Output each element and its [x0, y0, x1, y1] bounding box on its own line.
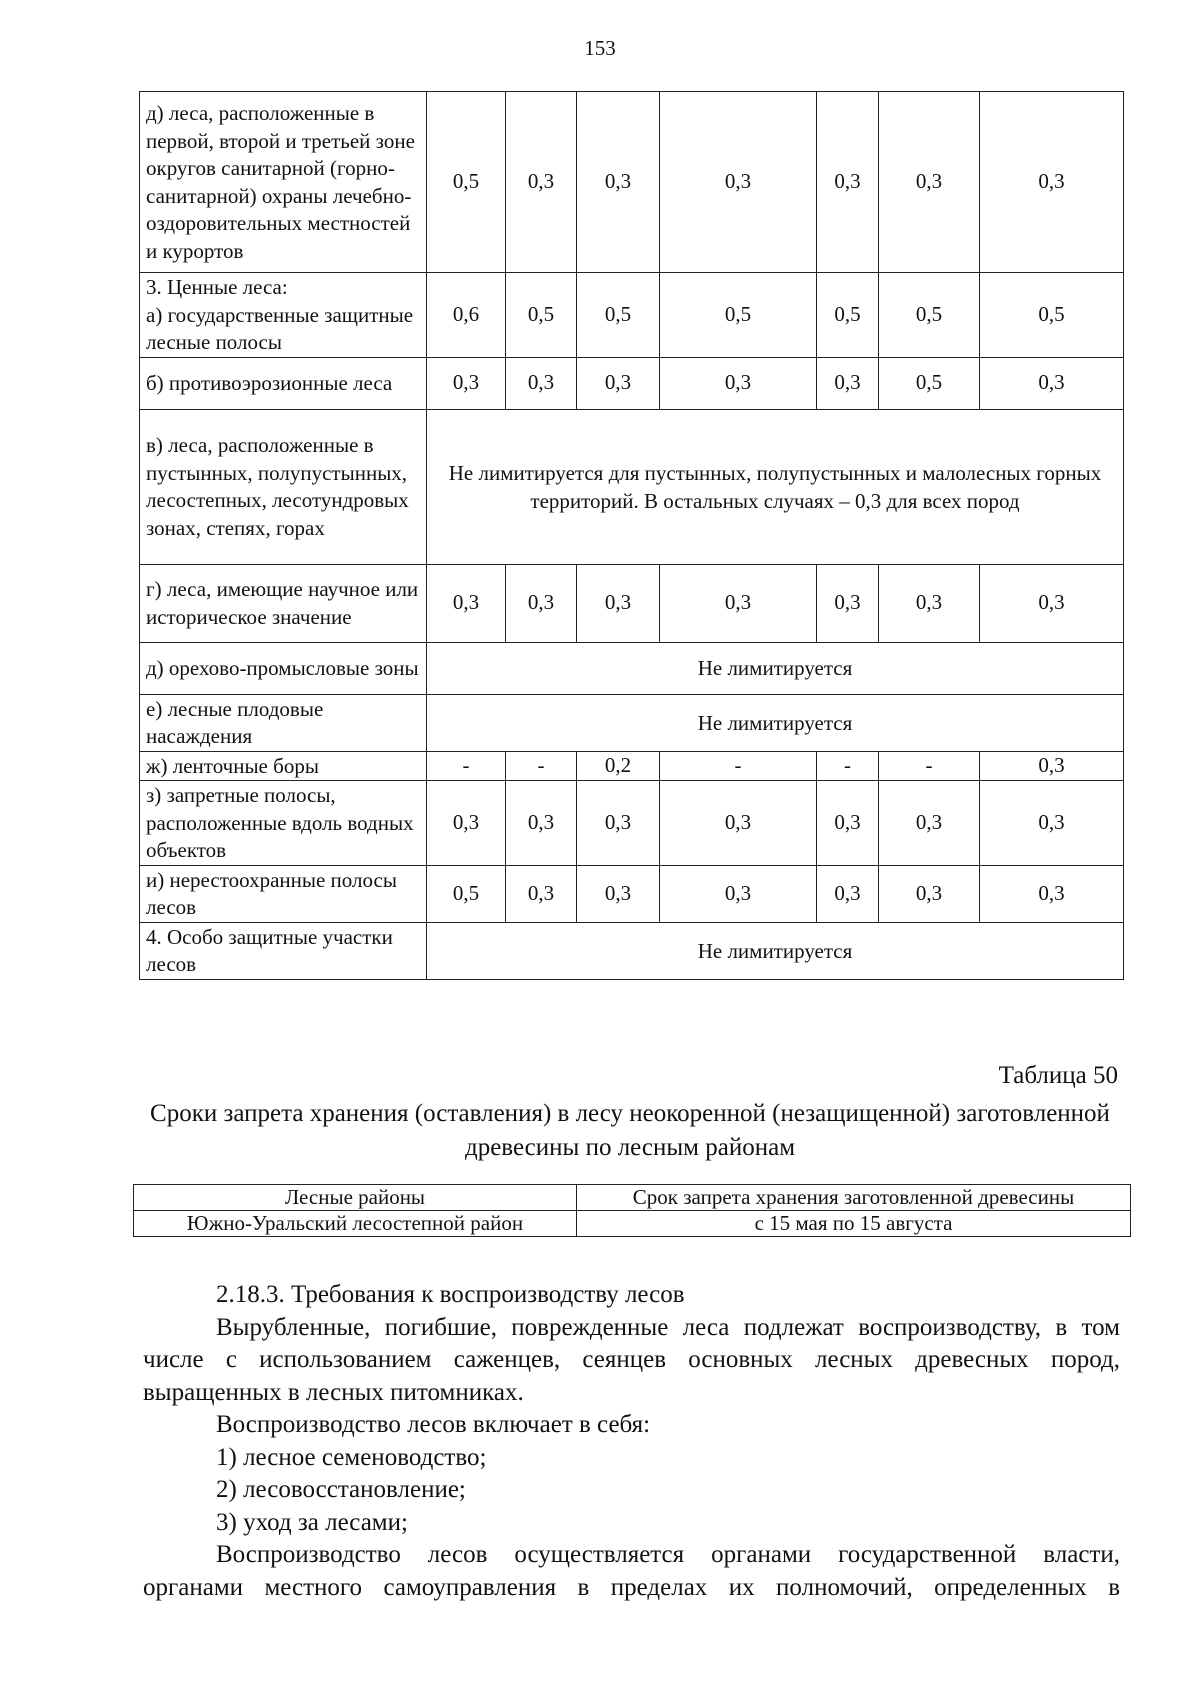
value-cell: 0,3	[980, 564, 1124, 642]
list-item: 2) лесовосстановление;	[216, 1476, 466, 1503]
table-50-title: Сроки запрета хранения (оставления) в лесу неокоренной (незащищенной) заготовленной древесины по лесным районам	[150, 1100, 1110, 1161]
ban-term-cell: с 15 мая по 15 августа	[577, 1211, 1131, 1237]
table-row	[140, 357, 1124, 409]
value-cell: -	[427, 751, 506, 781]
table-row	[140, 751, 1124, 781]
table-row	[140, 642, 1124, 694]
row-label: в) леса, расположенные в пустынных, полупустынных, лесостепных, лесотундровых зонах, степях, горах	[140, 409, 427, 564]
value-cell: 0,3	[879, 92, 980, 273]
table-50-caption: Таблица 50	[998, 1062, 1118, 1089]
table-row	[140, 92, 1124, 273]
value-cell: 0,3	[817, 781, 879, 866]
table-row	[140, 273, 1124, 358]
row-label: д) орехово-промысловые зоны	[140, 642, 427, 694]
value-cell: -	[879, 751, 980, 781]
value-cell: 0,3	[980, 357, 1124, 409]
value-cell: 0,3	[879, 865, 980, 922]
table-row	[140, 865, 1124, 922]
merged-value-cell: Не лимитируется	[427, 642, 1124, 694]
felling-norms-table	[139, 91, 1124, 980]
page-number: 153	[584, 36, 616, 60]
value-cell: 0,3	[577, 865, 660, 922]
value-cell: 0,2	[577, 751, 660, 781]
value-cell: 0,3	[817, 564, 879, 642]
column-header-ban-term: Срок запрета хранения заготовленной древесины	[577, 1185, 1131, 1211]
row-label: 3. Ценные леса: а) государственные защитные лесные полосы	[140, 273, 427, 358]
value-cell: 0,5	[506, 273, 577, 358]
section-text	[143, 1279, 1120, 1604]
row-label: д) леса, расположенные в первой, второй и третьей зоне округов санитарной (горно-санитарной) охраны лечебно-оздоровительных местностей и курортов	[140, 92, 427, 273]
value-cell: 0,3	[577, 781, 660, 866]
table-row	[140, 781, 1124, 866]
value-cell: 0,3	[980, 865, 1124, 922]
value-cell: 0,3	[879, 781, 980, 866]
region-cell: Южно-Уральский лесостепной район	[134, 1211, 577, 1237]
value-cell: 0,3	[817, 92, 879, 273]
section-heading: 2.18.3. Требования к воспроизводству лесов	[216, 1281, 685, 1308]
value-cell: 0,3	[577, 92, 660, 273]
row-label: 4. Особо защитные участки лесов	[140, 922, 427, 979]
paragraph: Воспроизводство лесов включает в себя:	[216, 1411, 651, 1438]
storage-ban-table	[133, 1184, 1131, 1237]
value-cell: 0,3	[817, 357, 879, 409]
value-cell: 0,3	[660, 781, 817, 866]
row-label: и) нерестоохранные полосы лесов	[140, 865, 427, 922]
row-label: з) запретные полосы, расположенные вдоль водных объектов	[140, 781, 427, 866]
value-cell: 0,3	[980, 92, 1124, 273]
list-item: 3) уход за лесами;	[216, 1508, 408, 1536]
paragraph: Воспроизводство лесов осуществляется органами государственной власти, органами местного самоуправления в пределах их полномочий, определенных в	[143, 1541, 1120, 1601]
merged-value-cell: Не лимитируется	[427, 694, 1124, 751]
value-cell: -	[817, 751, 879, 781]
merged-value-cell: Не лимитируется	[427, 922, 1124, 979]
value-cell: 0,3	[427, 564, 506, 642]
row-label: б) противоэрозионные леса	[140, 357, 427, 409]
row-label: ж) ленточные боры	[140, 751, 427, 781]
value-cell: 0,3	[660, 92, 817, 273]
value-cell: 0,5	[980, 273, 1124, 358]
row-label: г) леса, имеющие научное или историческое значение	[140, 564, 427, 642]
value-cell: 0,3	[660, 357, 817, 409]
value-cell: 0,5	[817, 273, 879, 358]
table-row	[140, 922, 1124, 979]
value-cell: 0,3	[577, 357, 660, 409]
table-row	[140, 564, 1124, 642]
value-cell: -	[506, 751, 577, 781]
list-item: 1) лесное семеноводство;	[216, 1443, 487, 1471]
table-row	[134, 1211, 1131, 1237]
value-cell: 0,5	[427, 865, 506, 922]
table-row	[140, 409, 1124, 564]
value-cell: 0,6	[427, 273, 506, 358]
value-cell: 0,5	[427, 92, 506, 273]
column-header-regions: Лесные районы	[134, 1185, 577, 1211]
table-row	[140, 694, 1124, 751]
value-cell: 0,3	[980, 781, 1124, 866]
value-cell: 0,5	[577, 273, 660, 358]
value-cell: 0,5	[879, 357, 980, 409]
value-cell: 0,3	[506, 865, 577, 922]
value-cell: -	[660, 751, 817, 781]
value-cell: 0,3	[427, 781, 506, 866]
paragraph: Вырубленные, погибшие, поврежденные леса подлежат воспроизводству, в том числе с использованием саженцев, сеянцев основных лесных древесных пород, выращенных в лесных питомниках.	[143, 1313, 1120, 1406]
value-cell: 0,3	[506, 564, 577, 642]
value-cell: 0,3	[660, 865, 817, 922]
value-cell: 0,3	[506, 357, 577, 409]
value-cell: 0,3	[577, 564, 660, 642]
merged-value-cell: Не лимитируется для пустынных, полупустынных и малолесных горных территорий. В остальных случаях – 0,3 для всех пород	[427, 409, 1124, 564]
value-cell: 0,5	[879, 273, 980, 358]
value-cell: 0,3	[506, 92, 577, 273]
value-cell: 0,5	[660, 273, 817, 358]
value-cell: 0,3	[879, 564, 980, 642]
value-cell: 0,3	[506, 781, 577, 866]
value-cell: 0,3	[980, 751, 1124, 781]
value-cell: 0,3	[427, 357, 506, 409]
table-header-row	[134, 1185, 1131, 1211]
row-label: е) лесные плодовые насаждения	[140, 694, 427, 751]
value-cell: 0,3	[817, 865, 879, 922]
value-cell: 0,3	[660, 564, 817, 642]
